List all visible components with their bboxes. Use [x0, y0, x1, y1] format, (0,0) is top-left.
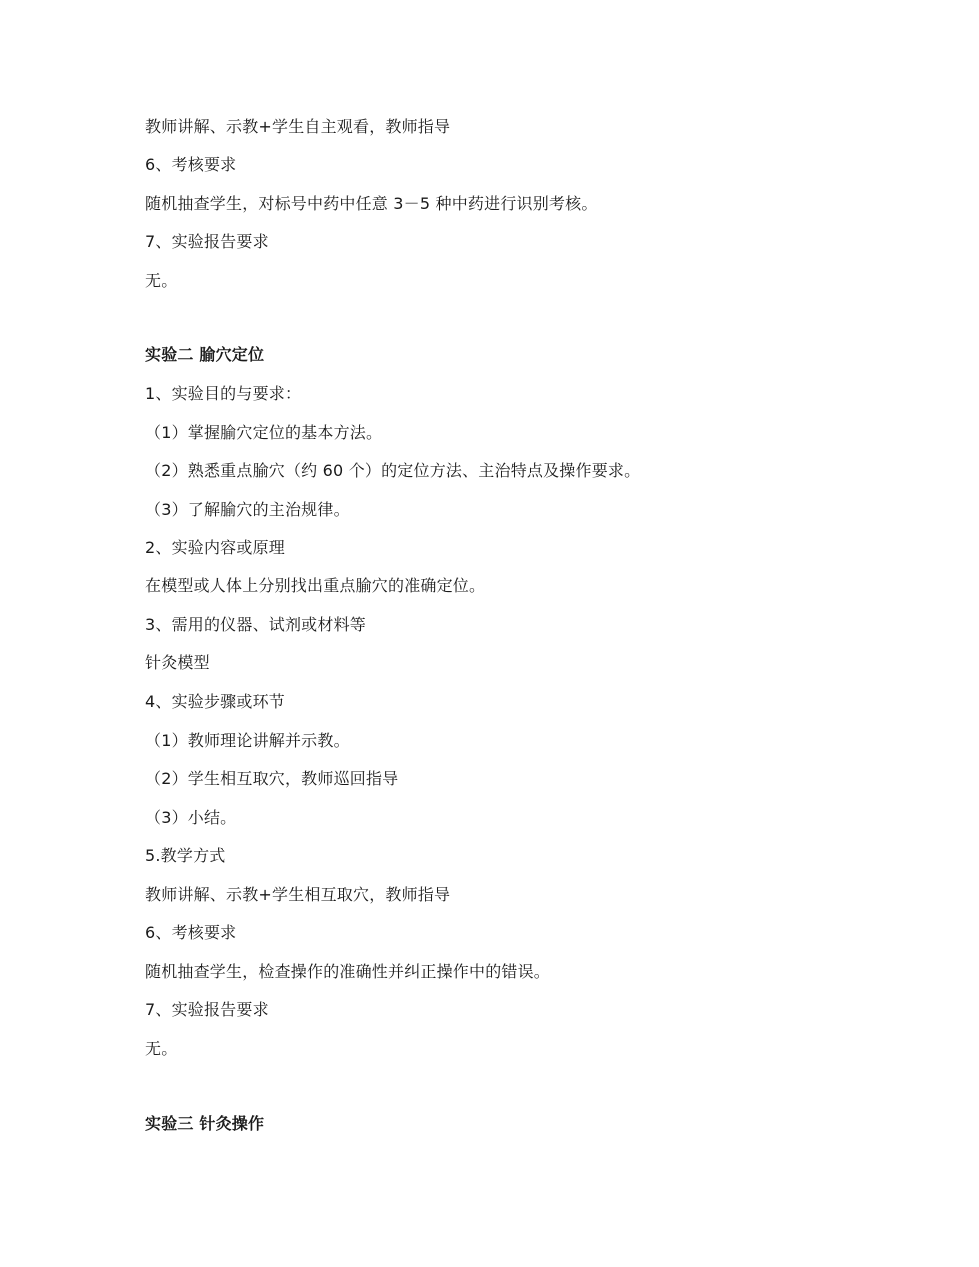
paragraph-materials: 针灸模型 — [145, 653, 210, 672]
objective-item-2: （2）熟悉重点腧穴（约 60 个）的定位方法、主治特点及操作要求。 — [145, 461, 641, 480]
section-materials: 3、需用的仪器、试剂或材料等 — [145, 615, 366, 634]
paragraph-report-1: 无。 — [145, 271, 178, 290]
experiment-3-title: 实验三 针灸操作 — [145, 1114, 265, 1133]
section-steps: 4、实验步骤或环节 — [145, 692, 285, 711]
section-content: 2、实验内容或原理 — [145, 538, 285, 557]
objective-item-1: （1）掌握腧穴定位的基本方法。 — [145, 423, 383, 442]
paragraph-teaching-method-2: 教师讲解、示教+学生相互取穴，教师指导 — [145, 885, 451, 904]
step-item-2: （2）学生相互取穴，教师巡回指导 — [145, 769, 399, 788]
paragraph-report-2: 无。 — [145, 1039, 178, 1058]
section-objectives: 1、实验目的与要求： — [145, 384, 302, 403]
paragraph-teaching-method-1: 教师讲解、示教+学生自主观看，教师指导 — [145, 117, 451, 136]
experiment-2-title: 实验二 腧穴定位 — [145, 345, 265, 364]
section-report-1: 7、实验报告要求 — [145, 232, 269, 251]
section-report-2: 7、实验报告要求 — [145, 1000, 269, 1019]
objective-item-3: （3）了解腧穴的主治规律。 — [145, 500, 350, 519]
paragraph-assessment-2: 随机抽查学生，检查操作的准确性并纠正操作中的错误。 — [145, 962, 551, 981]
section-assessment-1: 6、考核要求 — [145, 155, 237, 174]
paragraph-content: 在模型或人体上分别找出重点腧穴的准确定位。 — [145, 576, 486, 595]
paragraph-assessment-1: 随机抽查学生，对标号中药中任意 3－5 种中药进行识别考核。 — [145, 194, 598, 213]
section-assessment-2: 6、考核要求 — [145, 923, 237, 942]
section-teaching-method: 5.教学方式 — [145, 846, 226, 865]
step-item-1: （1）教师理论讲解并示教。 — [145, 731, 350, 750]
step-item-3: （3）小结。 — [145, 808, 237, 827]
